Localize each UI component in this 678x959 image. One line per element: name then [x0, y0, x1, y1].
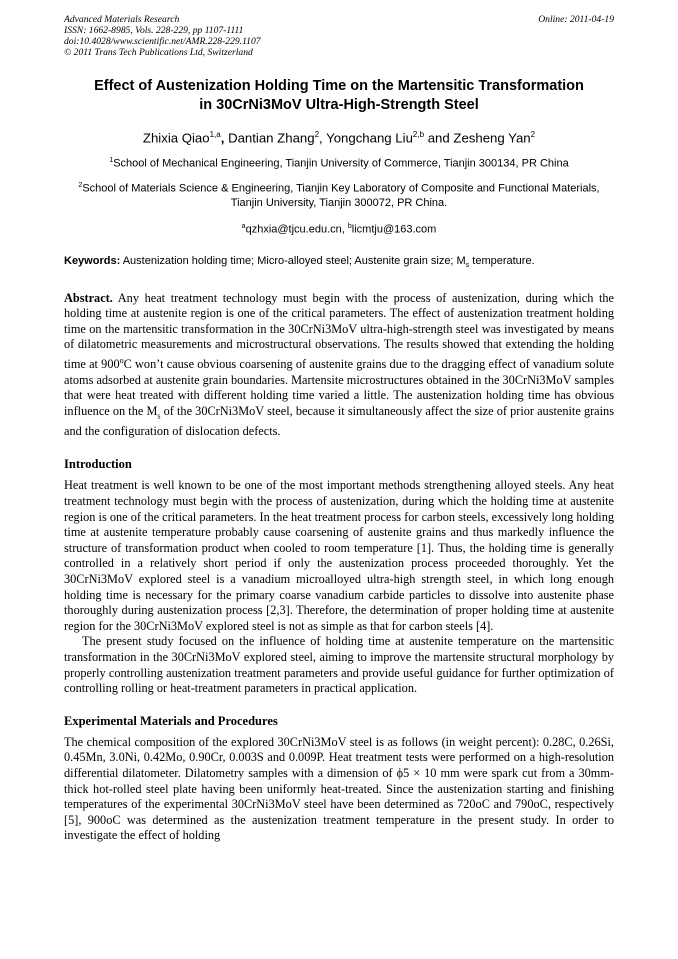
title-line-1: Effect of Austenization Holding Time on the Martensitic Transformation: [94, 78, 584, 94]
email-b[interactable]: licmtju@163.com: [351, 223, 437, 236]
section-heading-experimental: Experimental Materials and Procedures: [64, 713, 278, 728]
journal-name: Advanced Materials Research: [64, 14, 180, 25]
paper-title: [64, 77, 614, 115]
abstract-part-2: C won’t cause obvious coarsening of austenite grains due to the dragging effect of vanadium solute atoms adsorbed at austenite grain boundaries. Martensite microstructures obtained in the 30CrNi3MoV samples that were heat treated with different holding time varied a little. The austenization holding time has obvious influence on the M: [64, 357, 615, 418]
email-sup: b: [347, 222, 352, 230]
affiliation-text: School of Materials Science & Engineering, Tianjin Key Laboratory of Composite and Functional Materials, Tianjin University, Tianjin 300072, PR China.: [82, 182, 600, 209]
keywords-label: Keywords:: [64, 255, 121, 268]
section-heading-introduction: Introduction: [64, 457, 132, 472]
author-sup: 2: [314, 130, 320, 139]
keywords-sub: s: [465, 262, 470, 270]
keywords-tail: temperature.: [469, 255, 535, 268]
affiliation-1: [64, 154, 614, 171]
affiliation-sup: 2: [78, 182, 83, 190]
experimental-paragraph-1: The chemical composition of the explored 30CrNi3MoV steel is as follows (in weight percent): 0.28C, 0.26Si, 0.45Mn, 3.0Ni, 0.42Mo, 0.90Cr, 0.003S and 0.009P. Heat treatment tests were performed on a high-resolution differential dilatometer. Dilatometry samples with a dimension of ϕ5 × 10 mm were spark cut from a 30mm-thick hot-rolled steel plate having been uniformly heat-treated. Since the austenization starting and finishing temperatures of the experimental 30CrNi3MoV steel have been determined as 720oC and 790oC, respectively [5], 900oC was determined as the austenization treatment temperature in the present study. In order to investigate the effect of holding: [64, 734, 614, 843]
ms-sub: s: [157, 411, 161, 421]
author-name: Dantian Zhang: [228, 130, 315, 146]
keywords: [64, 254, 614, 273]
affiliation-sup: 1: [109, 157, 114, 165]
author-sup: 1,a: [209, 130, 221, 139]
author-sup: 2,b: [412, 130, 425, 139]
journal-header: [64, 14, 614, 58]
author-name: Zesheng Yan: [453, 130, 531, 146]
author-list: Zhixia Qiao$^{1,a}$, Dantian Zhang$^2$, Yongchang Liu$^{2,b}$ and Zesheng Yan$^2$: [142, 130, 536, 146]
title-line-2: in 30CrNi3MoV Ultra-High-Strength Steel: [199, 97, 479, 113]
intro-paragraph-1: Heat treatment is well known to be one of the most important methods strengthening alloyed steels. Any heat treatment technology must begin with the process of austenization, during which the holding time at austenite region is one of the critical parameters. In the heat treatment process for carbon steels, excessively long holding time at austenite temperature probably cause coarsening of austenite grains and thus markedly influence the structure of transformation product when cooled to room temperature [1]. Thus, the holding time is generally controlled in a relatively short period if only the austenization process proceeded thoroughly. Yet the 30CrNi3MoV explored steel is a vanadium microalloyed ultra-high strength steel, in which long enough holding time is necessary for the primary coarse vanadium carbide particles to dissolve into austenite phase thoroughly during austenization process [2,3]. Therefore, the determination of proper holding time at austenite region for the 30CrNi3MoV explored steel is not as simple as that for carbon steels [4].: [64, 478, 614, 633]
paper-page: [64, 14, 614, 844]
email-a[interactable]: qzhxia@tjcu.edu.cn,: [245, 223, 345, 236]
doi-line: doi:10.4028/www.scientific.net/AMR.228-229.1107: [64, 36, 261, 47]
intro-paragraph-2: The present study focused on the influence of holding time at austenite temperature on the martensitic transformation in the 30CrNi3MoV explored steel, aiming to improve the martensite structural morphology by properly controlling austenization treatment parameters and provide useful guidance for further optimization of controlling rolling or heat-treatment parameters in practical application.: [64, 634, 614, 696]
email-sup: a: [241, 222, 246, 230]
abstract-part-3: of the 30CrNi3MoV steel, because it simultaneously affect the size of prior austenite grains and the configuration of dislocation defects.: [64, 403, 614, 438]
abstract: [64, 291, 614, 440]
keywords-text: Austenization holding time; Micro-alloyed steel; Austenite grain size; M: [122, 255, 466, 268]
affiliation-text: School of Mechanical Engineering, Tianjin University of Commerce, Tianjin 300134, PR China: [113, 158, 569, 171]
abstract-label: Abstract.: [64, 290, 113, 305]
online-date: Online: 2011-04-19: [538, 14, 614, 25]
abstract-part-1: Any heat treatment technology must begin with the process of austenization, during which the holding time at austenite region is one of the critical parameters. The effect of austenization treatment holding time on the martensitic transformation in the 30CrNi3MoV ultra-high-strength steel was investigated by means of dilatometric measurements and microstructural observations. The results showed that extending the holding time at 900: [64, 290, 614, 372]
degree-sup: o: [119, 355, 124, 365]
copyright-line: © 2011 Trans Tech Publications Ltd, Switzerland: [64, 47, 253, 58]
author-sup: 2: [530, 130, 536, 139]
affiliation-2: [64, 179, 614, 210]
email-line: [64, 220, 614, 237]
author-conjunction: and: [427, 130, 450, 146]
author-name: Yongchang Liu: [326, 130, 413, 146]
author-name: Zhixia Qiao: [142, 130, 210, 146]
issn-line: ISSN: 1662-8985, Vols. 228-229, pp 1107-1111: [64, 25, 244, 36]
